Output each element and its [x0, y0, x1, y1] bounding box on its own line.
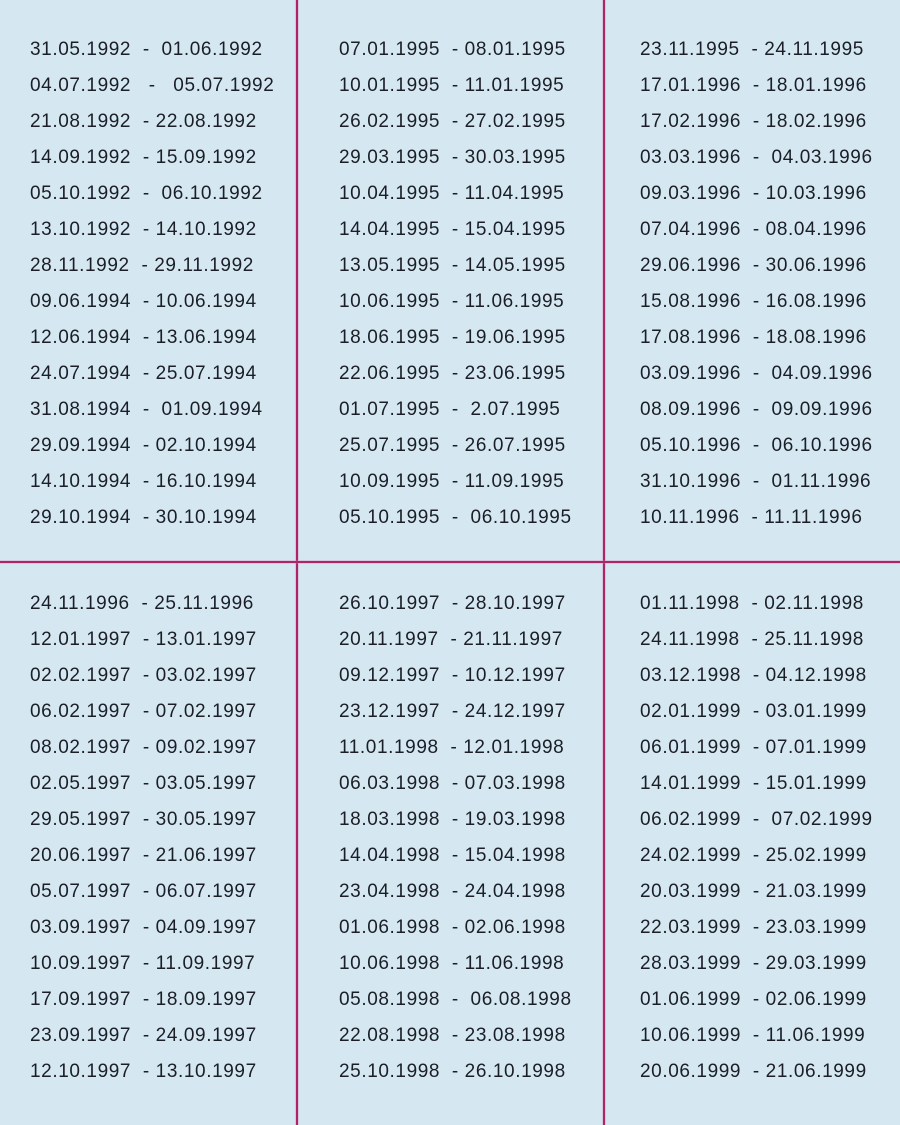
date-range-row: 22.03.1999 - 23.03.1999 [640, 917, 867, 938]
date-block-top-left [0, 0, 297, 562]
date-range-row: 12.10.1997 - 13.10.1997 [30, 1061, 257, 1082]
date-range-row: 20.11.1997 - 21.11.1997 [339, 629, 563, 650]
date-range-row: 26.02.1995 - 27.02.1995 [339, 111, 566, 132]
date-range-row: 24.11.1998 - 25.11.1998 [640, 629, 864, 650]
date-range-row: 17.02.1996 - 18.02.1996 [640, 111, 867, 132]
date-range-row: 11.01.1998 - 12.01.1998 [339, 737, 565, 758]
date-range-row: 29.03.1995 - 30.03.1995 [339, 147, 566, 168]
date-block-bottom-middle [297, 562, 604, 1125]
date-range-row: 15.08.1996 - 16.08.1996 [640, 291, 867, 312]
date-range-row: 21.08.1992 - 22.08.1992 [30, 111, 257, 132]
date-range-row: 29.05.1997 - 30.05.1997 [30, 809, 257, 830]
date-range-row: 23.12.1997 - 24.12.1997 [339, 701, 566, 722]
date-range-row: 24.07.1994 - 25.07.1994 [30, 363, 257, 384]
date-range-row: 13.05.1995 - 14.05.1995 [339, 255, 566, 276]
date-range-row: 10.09.1995 - 11.09.1995 [339, 471, 565, 492]
date-range-row: 05.10.1996 - 06.10.1996 [640, 435, 873, 456]
date-range-row: 12.01.1997 - 13.01.1997 [30, 629, 257, 650]
date-block-top-right [604, 0, 900, 562]
date-range-row: 06.02.1997 - 07.02.1997 [30, 701, 257, 722]
date-range-row: 03.03.1996 - 04.03.1996 [640, 147, 873, 168]
date-range-row: 02.05.1997 - 03.05.1997 [30, 773, 257, 794]
date-range-row: 10.06.1998 - 11.06.1998 [339, 953, 565, 974]
horizontal-divider [0, 561, 900, 563]
date-range-row: 24.02.1999 - 25.02.1999 [640, 845, 867, 866]
date-range-row: 03.12.1998 - 04.12.1998 [640, 665, 867, 686]
date-range-row: 01.07.1995 - 2.07.1995 [339, 399, 561, 420]
date-block-top-middle [297, 0, 604, 562]
date-range-row: 04.07.1992 - 05.07.1992 [30, 75, 275, 96]
date-range-row: 07.01.1995 - 08.01.1995 [339, 39, 566, 60]
date-range-row: 31.05.1992 - 01.06.1992 [30, 39, 263, 60]
date-range-row: 01.06.1998 - 02.06.1998 [339, 917, 566, 938]
date-range-row: 09.03.1996 - 10.03.1996 [640, 183, 867, 204]
date-range-row: 03.09.1996 - 04.09.1996 [640, 363, 873, 384]
date-range-row: 14.09.1992 - 15.09.1992 [30, 147, 257, 168]
date-range-row: 05.10.1995 - 06.10.1995 [339, 507, 572, 528]
date-range-row: 23.09.1997 - 24.09.1997 [30, 1025, 257, 1046]
date-range-row: 29.06.1996 - 30.06.1996 [640, 255, 867, 276]
date-range-row: 25.07.1995 - 26.07.1995 [339, 435, 566, 456]
date-range-row: 05.08.1998 - 06.08.1998 [339, 989, 572, 1010]
date-range-row: 14.04.1998 - 15.04.1998 [339, 845, 566, 866]
date-range-row: 22.08.1998 - 23.08.1998 [339, 1025, 566, 1046]
date-range-row: 29.10.1994 - 30.10.1994 [30, 507, 257, 528]
date-range-row: 06.01.1999 - 07.01.1999 [640, 737, 867, 758]
date-range-row: 17.09.1997 - 18.09.1997 [30, 989, 257, 1010]
date-range-row: 10.04.1995 - 11.04.1995 [339, 183, 565, 204]
date-range-row: 14.04.1995 - 15.04.1995 [339, 219, 566, 240]
date-range-row: 20.06.1999 - 21.06.1999 [640, 1061, 867, 1082]
date-range-row: 01.11.1998 - 02.11.1998 [640, 593, 864, 614]
date-range-row: 23.04.1998 - 24.04.1998 [339, 881, 566, 902]
date-range-row: 03.09.1997 - 04.09.1997 [30, 917, 257, 938]
date-range-row: 22.06.1995 - 23.06.1995 [339, 363, 566, 384]
date-range-row: 06.03.1998 - 07.03.1998 [339, 773, 566, 794]
date-range-row: 08.09.1996 - 09.09.1996 [640, 399, 873, 420]
date-block-bottom-right [604, 562, 900, 1125]
date-range-row: 13.10.1992 - 14.10.1992 [30, 219, 257, 240]
date-range-row: 10.09.1997 - 11.09.1997 [30, 953, 256, 974]
date-range-row: 31.08.1994 - 01.09.1994 [30, 399, 263, 420]
date-range-row: 09.06.1994 - 10.06.1994 [30, 291, 257, 312]
date-range-row: 02.01.1999 - 03.01.1999 [640, 701, 867, 722]
date-range-row: 10.11.1996 - 11.11.1996 [640, 507, 863, 528]
date-range-row: 05.10.1992 - 06.10.1992 [30, 183, 263, 204]
date-range-row: 10.06.1999 - 11.06.1999 [640, 1025, 866, 1046]
date-range-row: 09.12.1997 - 10.12.1997 [339, 665, 566, 686]
date-range-row: 18.03.1998 - 19.03.1998 [339, 809, 566, 830]
date-range-row: 17.01.1996 - 18.01.1996 [640, 75, 867, 96]
date-range-row: 29.09.1994 - 02.10.1994 [30, 435, 257, 456]
date-range-row: 14.01.1999 - 15.01.1999 [640, 773, 867, 794]
date-range-row: 20.06.1997 - 21.06.1997 [30, 845, 257, 866]
date-range-row: 28.11.1992 - 29.11.1992 [30, 255, 254, 276]
date-range-row: 25.10.1998 - 26.10.1998 [339, 1061, 566, 1082]
date-range-row: 26.10.1997 - 28.10.1997 [339, 593, 566, 614]
date-range-row: 08.02.1997 - 09.02.1997 [30, 737, 257, 758]
date-range-row: 01.06.1999 - 02.06.1999 [640, 989, 867, 1010]
date-range-row: 07.04.1996 - 08.04.1996 [640, 219, 867, 240]
date-range-row: 02.02.1997 - 03.02.1997 [30, 665, 257, 686]
date-range-row: 12.06.1994 - 13.06.1994 [30, 327, 257, 348]
date-range-row: 17.08.1996 - 18.08.1996 [640, 327, 867, 348]
date-block-bottom-left [0, 562, 297, 1125]
date-range-row: 10.01.1995 - 11.01.1995 [339, 75, 565, 96]
date-range-row: 18.06.1995 - 19.06.1995 [339, 327, 566, 348]
date-range-row: 28.03.1999 - 29.03.1999 [640, 953, 867, 974]
date-range-row: 31.10.1996 - 01.11.1996 [640, 471, 872, 492]
date-range-row: 05.07.1997 - 06.07.1997 [30, 881, 257, 902]
date-range-row: 24.11.1996 - 25.11.1996 [30, 593, 254, 614]
date-range-row: 23.11.1995 - 24.11.1995 [640, 39, 864, 60]
date-range-row: 14.10.1994 - 16.10.1994 [30, 471, 257, 492]
date-range-row: 06.02.1999 - 07.02.1999 [640, 809, 873, 830]
date-range-row: 10.06.1995 - 11.06.1995 [339, 291, 565, 312]
date-range-row: 20.03.1999 - 21.03.1999 [640, 881, 867, 902]
